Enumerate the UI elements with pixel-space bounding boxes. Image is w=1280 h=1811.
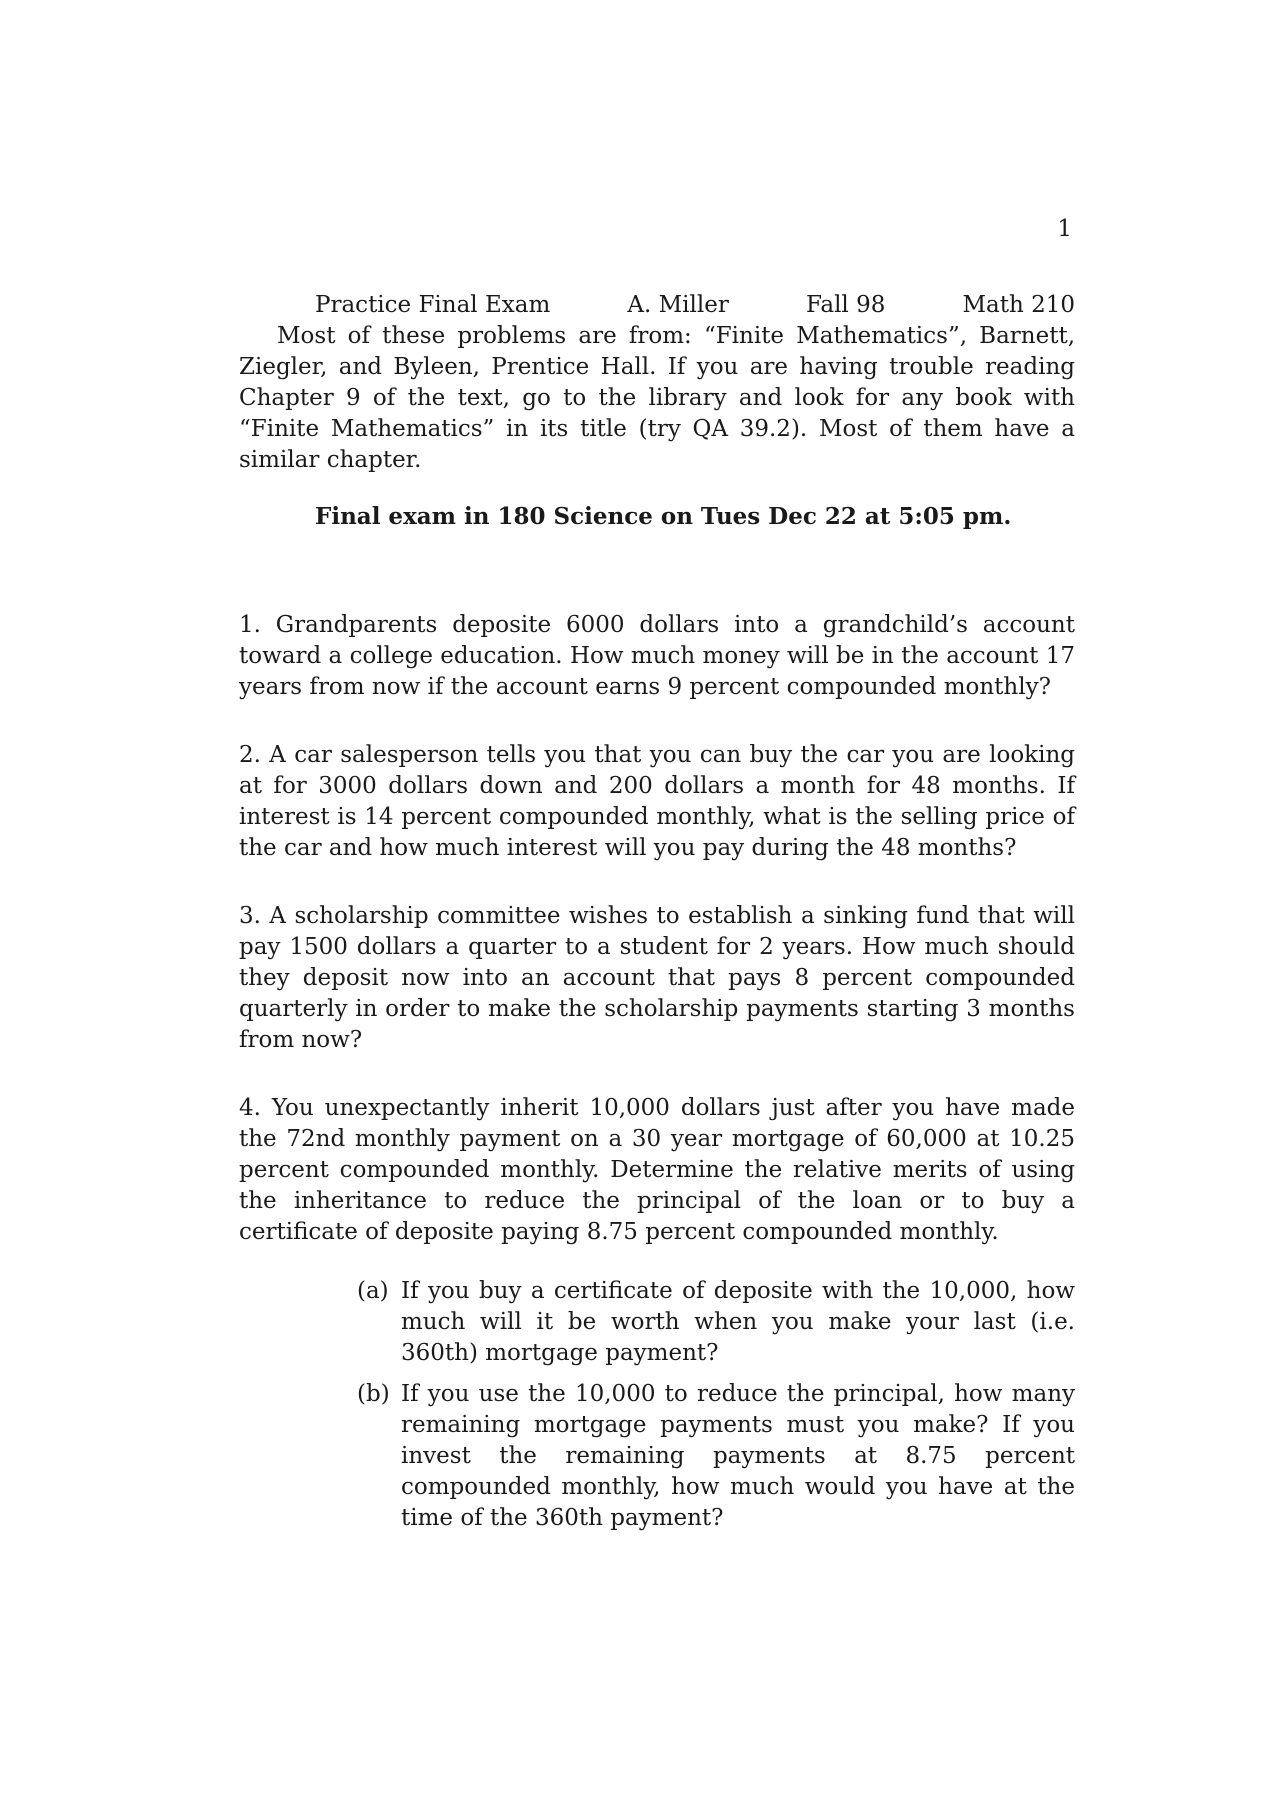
- problem-3: 3. A scholarship committee wishes to establish a sinking fund that will pay 1500 dollars a quarter to a student for 2 years. How much should they deposit now into an account that pays 8 percent compounded quarterly in order to make the scholarship payments starting 3 months from now?: [239, 903, 1075, 1053]
- exam-term: Fall 98: [805, 292, 886, 318]
- subpart-b: [357, 1379, 1075, 1534]
- problem-1: 1. Grandparents deposite 6000 dollars into a grandchild’s account toward a college education. How much money will be in the account 17 years from now if the account earns 9 percent compounded monthly?: [239, 612, 1075, 700]
- page-number: 1: [1057, 216, 1072, 242]
- problem-4-subparts: [239, 1276, 1075, 1534]
- problem-4: 4. You unexpectantly inherit 10,000 dollars just after you have made the 72nd monthly payment on a 30 year mortgage of 60,000 at 10.25 percent compounded monthly. Determine the relative merits of using the inheritance to reduce the principal of the loan or to buy a certificate of deposite paying 8.75 percent compounded monthly.: [239, 1095, 1075, 1245]
- intro-paragraph: Most of these problems are from: “Finite Mathematics”, Barnett, Ziegler, and Byleen, Prentice Hall. If you are having trouble reading Chapter 9 of the text, go to the library and look for any book with “Finite Mathematics” in its title (try QA 39.2). Most of them have a similar chapter.: [239, 323, 1075, 473]
- exam-header: [239, 290, 1075, 321]
- problem-2: 2. A car salesperson tells you that you can buy the car you are looking at for 3000 dollars down and 200 dollars a month for 48 months. If interest is 14 percent compounded monthly, what is the selling price of the car and how much interest will you pay during the 48 months?: [239, 742, 1075, 861]
- exam-announcement: Final exam in 180 Science on Tues Dec 22 at 5:05 pm.: [315, 503, 1012, 530]
- course-number: Math 210: [962, 292, 1075, 318]
- document-body: [239, 290, 1075, 1544]
- subpart-label: (b): [357, 1381, 390, 1407]
- exam-author: A. Miller: [627, 292, 729, 318]
- subpart-label: (a): [357, 1278, 389, 1304]
- subpart-text: If you use the 10,000 to reduce the principal, how many remaining mortgage payments must you make? If you invest the remaining payments at 8.75 percent compounded monthly, how much would you have at the time of the 360th payment?: [401, 1381, 1075, 1531]
- subpart-text: If you buy a certificate of deposite with the 10,000, how much will it be worth when you make your last (i.e. 360th) mortgage payment?: [401, 1278, 1075, 1366]
- exam-title: Practice Final Exam: [315, 292, 551, 318]
- subpart-a: [357, 1276, 1075, 1369]
